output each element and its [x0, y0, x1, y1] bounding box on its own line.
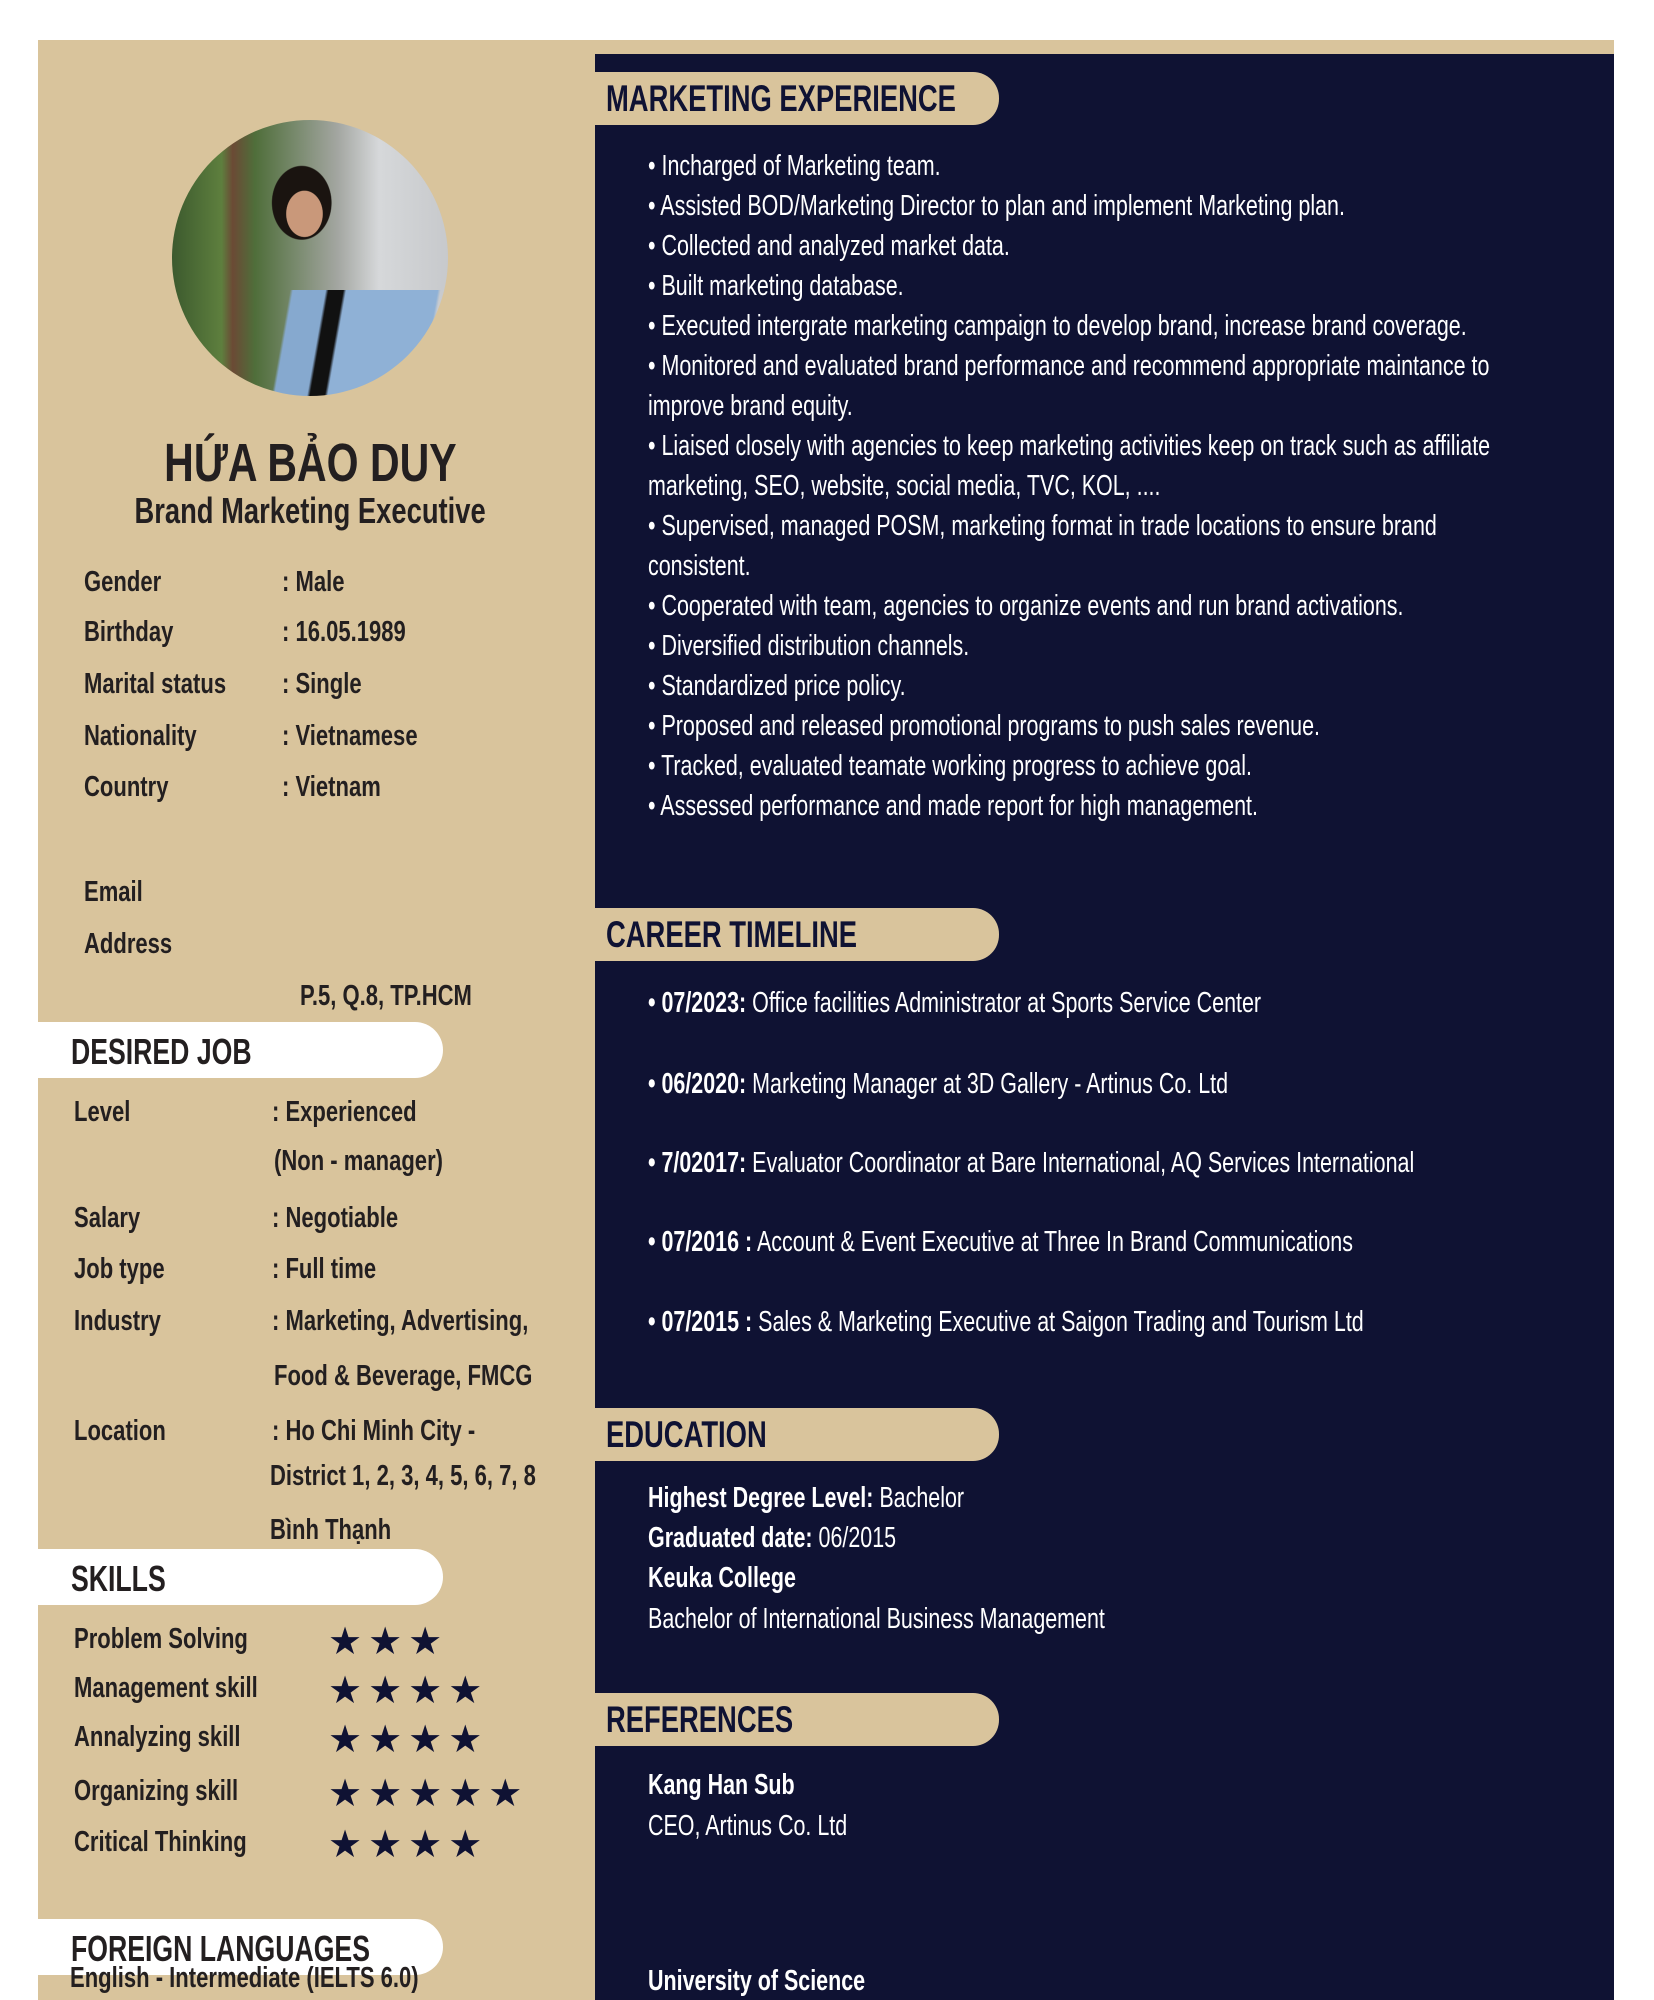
timeline-item: • 06/2020: Marketing Manager at 3D Gallery - Artinus Co. Ltd [648, 1068, 1229, 1100]
timeline-item: • 07/2023: Office facilities Administrator at Sports Service Center [648, 987, 1262, 1019]
address-label: Address [84, 928, 173, 960]
list-item: • Collected and analyzed market data. [648, 230, 1010, 262]
candidate-title: Brand Marketing Executive [134, 490, 486, 531]
info-label: Nationality [84, 720, 197, 752]
job-value: : Experienced [272, 1096, 417, 1128]
skill-name: Problem Solving [74, 1623, 248, 1655]
reference-name: University of Science [648, 1965, 866, 1997]
address-line: P.5, Q.8, TP.HCM [300, 980, 472, 1012]
job-value: Bình Thạnh [270, 1514, 392, 1546]
info-value: : Male [282, 566, 345, 598]
section-header-desired-job: DESIRED JOB [38, 1022, 443, 1078]
list-item: • Standardized price policy. [648, 670, 906, 702]
star-rating-icon: ★★★★ [328, 1824, 489, 1866]
list-item: • Assisted BOD/Marketing Director to plan and implement Marketing plan. [648, 190, 1345, 222]
email-label: Email [84, 876, 143, 908]
info-value: : 16.05.1989 [282, 616, 406, 648]
degree-level: Highest Degree Level: Bachelor [648, 1482, 965, 1514]
star-rating-icon: ★★★★ [328, 1719, 489, 1761]
section-header-references: REFERENCES [560, 1693, 999, 1746]
section-header-education: EDUCATION [560, 1408, 999, 1461]
reference-name: Kang Han Sub [648, 1769, 795, 1801]
list-item: • Cooperated with team, agencies to organize events and run brand activations. [648, 590, 1404, 622]
job-value: (Non - manager) [274, 1145, 443, 1177]
job-value: : Marketing, Advertising, [272, 1305, 529, 1337]
job-label: Salary [74, 1202, 141, 1234]
job-value: : Full time [272, 1253, 377, 1285]
school-name: Keuka College [648, 1562, 796, 1594]
timeline-item: • 7/02017: Evaluator Coordinator at Bare International, AQ Services International [648, 1147, 1415, 1179]
job-value: : Ho Chi Minh City - [272, 1415, 476, 1447]
info-label: Birthday [84, 616, 174, 648]
star-rating-icon: ★★★ [328, 1621, 449, 1663]
skill-name: Management skill [74, 1672, 258, 1704]
section-header-foreign-languages: FOREIGN LANGUAGES [38, 1919, 443, 1975]
star-rating-icon: ★★★★★ [328, 1773, 529, 1815]
skill-name: Critical Thinking [74, 1826, 247, 1858]
info-value: : Single [282, 668, 362, 700]
list-item: • Incharged of Marketing team. [648, 150, 941, 182]
job-value: : Negotiable [272, 1202, 399, 1234]
section-header-marketing-experience: MARKETING EXPERIENCE [560, 72, 999, 125]
list-item: consistent. [648, 550, 751, 582]
graduated-date: Graduated date: 06/2015 [648, 1522, 897, 1554]
info-value: : Vietnamese [282, 720, 418, 752]
info-value: : Vietnam [282, 771, 381, 803]
list-item: • Built marketing database. [648, 270, 904, 302]
list-item: • Tracked, evaluated teamate working progress to achieve goal. [648, 750, 1252, 782]
list-item: • Monitored and evaluated brand performance and recommend appropriate maintance to [648, 350, 1490, 382]
job-value: Food & Beverage, FMCG [274, 1360, 533, 1392]
list-item: marketing, SEO, website, social media, TVC, KOL, .... [648, 470, 1161, 502]
skill-name: Organizing skill [74, 1775, 239, 1807]
profile-photo [172, 120, 448, 396]
job-label: Location [74, 1415, 166, 1447]
reference-position: CEO, Artinus Co. Ltd [648, 1810, 848, 1842]
list-item: • Liaised closely with agencies to keep marketing activities keep on track such as affiliate [648, 430, 1491, 462]
info-label: Country [84, 771, 169, 803]
star-rating-icon: ★★★★ [328, 1670, 489, 1712]
language-item: English - Intermediate (IELTS 6.0) [70, 1962, 419, 1994]
timeline-item: • 07/2016 : Account & Event Executive at Three In Brand Communications [648, 1226, 1353, 1258]
info-label: Gender [84, 566, 162, 598]
list-item: • Executed intergrate marketing campaign to develop brand, increase brand coverage. [648, 310, 1467, 342]
list-item: • Proposed and released promotional programs to push sales revenue. [648, 710, 1320, 742]
list-item: improve brand equity. [648, 390, 853, 422]
list-item: • Assessed performance and made report for high management. [648, 790, 1258, 822]
candidate-name: HỨA BẢO DUY [163, 433, 457, 493]
job-label: Industry [74, 1305, 161, 1337]
program-name: Bachelor of International Business Management [648, 1603, 1105, 1635]
list-item: • Diversified distribution channels. [648, 630, 970, 662]
info-label: Marital status [84, 668, 227, 700]
skill-name: Annalyzing skill [74, 1721, 241, 1753]
job-label: Job type [74, 1253, 165, 1285]
job-value: District 1, 2, 3, 4, 5, 6, 7, 8 [270, 1460, 536, 1492]
section-header-career-timeline: CAREER TIMELINE [560, 908, 999, 961]
job-label: Level [74, 1096, 131, 1128]
timeline-item: • 07/2015 : Sales & Marketing Executive at Saigon Trading and Tourism Ltd [648, 1306, 1364, 1338]
section-header-skills: SKILLS [38, 1549, 443, 1605]
list-item: • Supervised, managed POSM, marketing format in trade locations to ensure brand [648, 510, 1437, 542]
